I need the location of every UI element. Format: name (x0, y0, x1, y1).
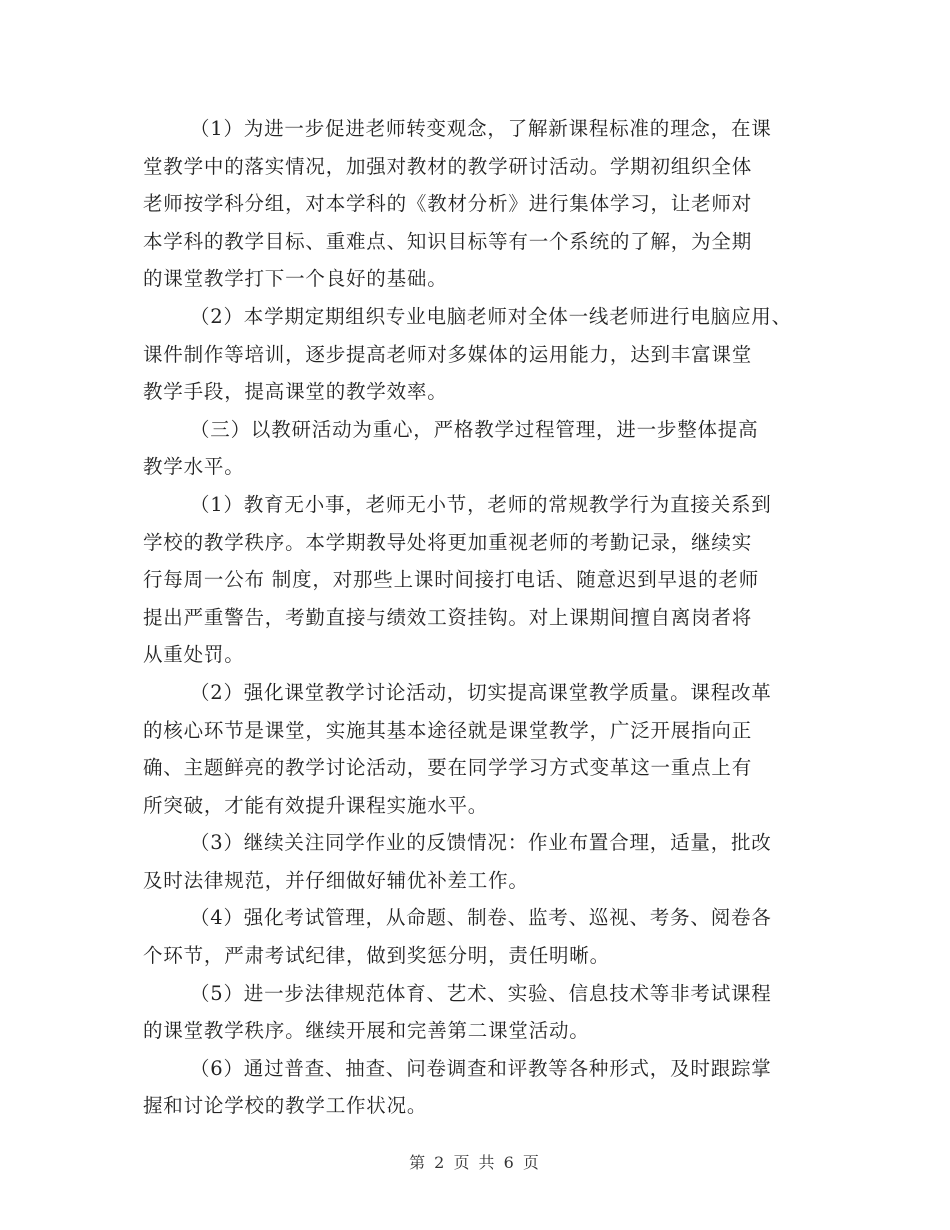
text-line: 教学水平。 (143, 455, 245, 479)
text-line: 确、主题鲜亮的教学讨论活动，要在同学学习方式变革这一重点上有 (143, 756, 753, 780)
text-line: 从重处罚。 (143, 643, 245, 667)
text-line: 的核心环节是课堂，实施其基本途径就是课堂教学，广泛开展指向正 (143, 718, 753, 742)
text-line: 老师按学科分组，对本学科的《教材分析》进行集体学习，让老师对 (143, 192, 753, 216)
text-line: 行每周一公布 制度，对那些上课时间接打电话、随意迟到早退的老师 (143, 568, 759, 592)
text-line: 握和讨论学校的教学工作状况。 (143, 1094, 428, 1118)
text-line: （4）强化考试管理，从命题、制卷、监考、巡视、考务、阅卷各 (190, 906, 772, 930)
text-line: 提出严重警告，考勤直接与绩效工资挂钩。对上课期间擅自离岗者将 (143, 605, 753, 629)
text-line: （1）为进一步促进老师转变观念，了解新课程标准的理念，在课 (190, 117, 772, 140)
text-line: （2）本学期定期组织专业电脑老师对全体一线老师进行电脑应用、 (190, 304, 792, 328)
page-number-footer: 第 2 页 共 6 页 (409, 1153, 541, 1172)
text-line: （三）以教研活动为重心，严格教学过程管理，进一步整体提高 (190, 417, 759, 441)
text-line: （3）继续关注同学作业的反馈情况：作业布置合理，适量，批改 (190, 831, 772, 855)
text-line: 所突破，才能有效提升课程实施水平。 (143, 793, 489, 817)
document-body (143, 110, 833, 1125)
text-line: （6）通过普查、抽查、问卷调查和评教等各种形式，及时跟踪掌 (190, 1056, 772, 1080)
text-line: 教学手段，提高课堂的教学效率。 (143, 380, 448, 404)
text-line: （2）强化课堂教学讨论活动，切实提高课堂教学质量。课程改革 (190, 680, 772, 704)
text-line: （5）进一步法律规范体育、艺术、实验、信息技术等非考试课程 (190, 981, 772, 1005)
text-line: 的课堂教学打下一个良好的基础。 (143, 267, 448, 291)
text-line: 本学科的教学目标、重难点、知识目标等有一个系统的了解，为全期 (143, 229, 753, 253)
text-line: 课件制作等培训，逐步提高老师对多媒体的运用能力，达到丰富课堂 (143, 342, 753, 366)
text-line: 个环节，严肃考试纪律，做到奖惩分明，责任明晰。 (143, 944, 610, 968)
text-line: （1）教育无小事，老师无小节，老师的常规教学行为直接关系到 (190, 492, 772, 516)
text-line: 堂教学中的落实情况，加强对教材的教学研讨活动。学期初组织全体 (143, 154, 753, 178)
text-line: 及时法律规范，并仔细做好辅优补差工作。 (143, 868, 529, 892)
text-line: 的课堂教学秩序。继续开展和完善第二课堂活动。 (143, 1019, 590, 1043)
text-line: 学校的教学秩序。本学期教导处将更加重视老师的考勤记录，继续实 (143, 530, 753, 554)
